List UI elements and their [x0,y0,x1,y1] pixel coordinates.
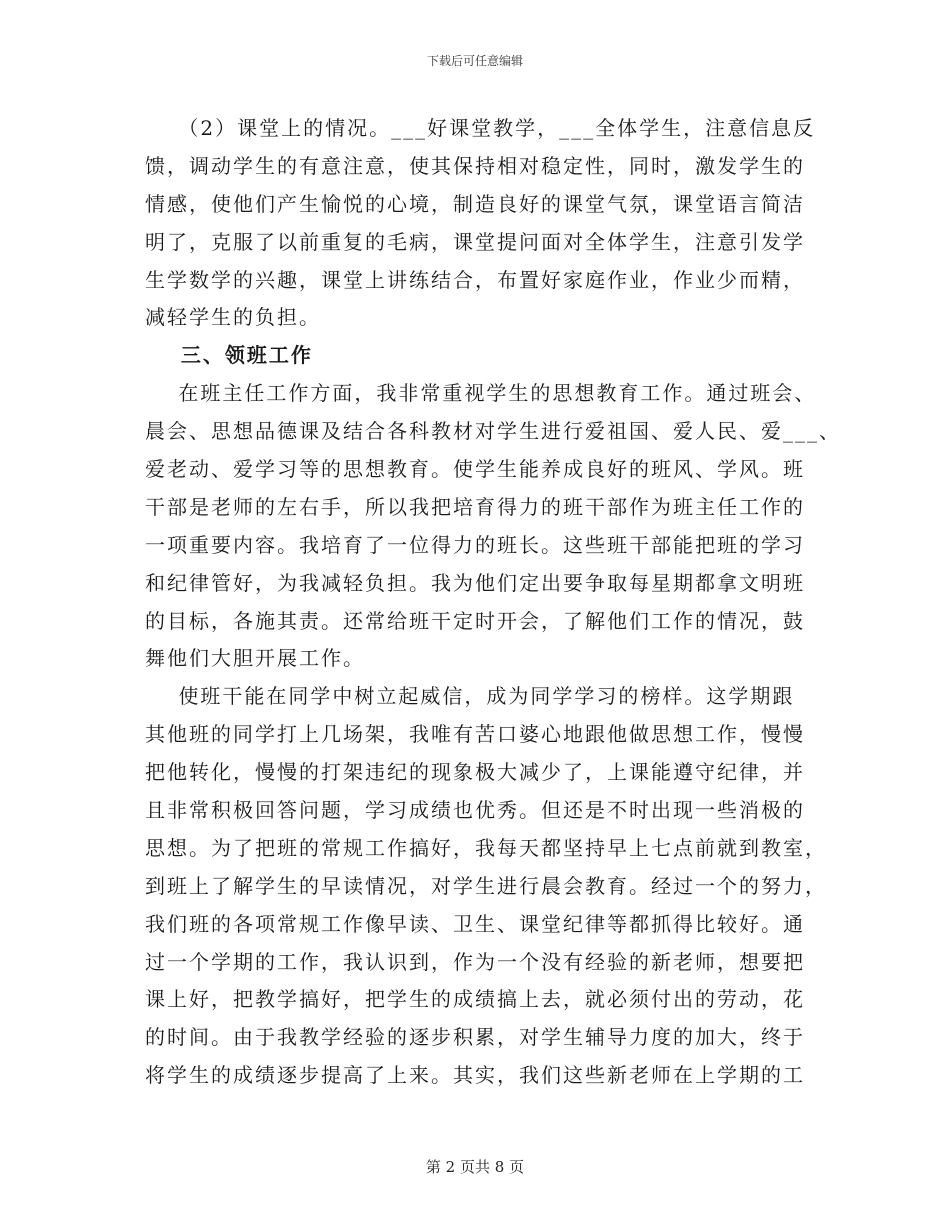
text-line: 过一个学期的工作，我认识到，作为一个没有经验的新老师，想要把 [145,949,805,974]
page-number: 第 2 页共 8 页 [425,1158,525,1176]
document-body [145,110,841,1095]
text-line: 和纪律管好，为我减轻负担。我为他们定出要争取每星期都拿文明班 [145,570,805,595]
section-heading: 三、领班工作 [145,343,313,368]
text-line: 舞他们大胆开展工作。 [145,646,365,671]
text-line: 生学数学的兴趣，课堂上讲练结合，布置好家庭作业，作业少而精， [145,267,805,292]
text-line: 明了，克服了以前重复的毛病，课堂提问面对全体学生，注意引发学 [145,229,805,254]
text-line: 爱老动、爱学习等的思想教育。使学生能养成良好的班风、学风。班 [145,457,805,482]
text-line: 一项重要内容。我培育了一位得力的班长。这些班干部能把班的学习 [145,532,805,557]
text-line: 晨会、思想品德课及结合各科教材对学生进行爱祖国、爱人民、爱___、 [145,419,841,444]
text-line: 课上好，把教学搞好，把学生的成绩搞上去，就必须付出的劳动，花 [145,987,805,1012]
text-line: 把他转化，慢慢的打架违纪的现象极大减少了，上课能遵守纪律，并 [145,760,805,785]
text-line: 的目标，各施其责。还常给班干定时开会，了解他们工作的情况，鼓 [145,608,805,633]
text-line: 的时间。由于我教学经验的逐步积累，对学生辅导力度的加大，终于 [145,1025,805,1050]
text-line: 使班干能在同学中树立起威信，成为同学学习的榜样。这学期跟 [145,684,795,709]
text-line: 馈，调动学生的有意注意，使其保持相对稳定性，同时，激发学生的 [145,153,805,178]
text-line: 到班上了解学生的早读情况，对学生进行晨会教育。经过一个的努力， [145,873,827,898]
page-header: 下载后可任意编辑 [426,54,523,68]
text-line: 其他班的同学打上几场架，我唯有苦口婆心地跟他做思想工作，慢慢 [145,722,805,747]
text-line: 思想。为了把班的常规工作搞好，我每天都坚持早上七点前就到教室， [145,835,827,860]
text-line: 且非常积极回答问题，学习成绩也优秀。但还是不时出现一些消极的 [145,798,805,823]
text-line: 减轻学生的负担。 [145,305,321,330]
text-line: 干部是老师的左右手，所以我把培育得力的班干部作为班主任工作的 [145,494,805,519]
text-line: 我们班的各项常规工作像早读、卫生、课堂纪律等都抓得比较好。通 [145,911,805,936]
text-line: 情感，使他们产生愉悦的心境，制造良好的课堂气氛，课堂语言简洁 [145,191,805,216]
text-line: 将学生的成绩逐步提高了上来。其实，我们这些新老师在上学期的工 [145,1063,805,1088]
text-line: （2）课堂上的情况。___好课堂教学，___全体学生，注意信息反 [145,116,816,140]
text-line: 在班主任工作方面，我非常重视学生的思想教育工作。通过班会、 [145,381,817,406]
